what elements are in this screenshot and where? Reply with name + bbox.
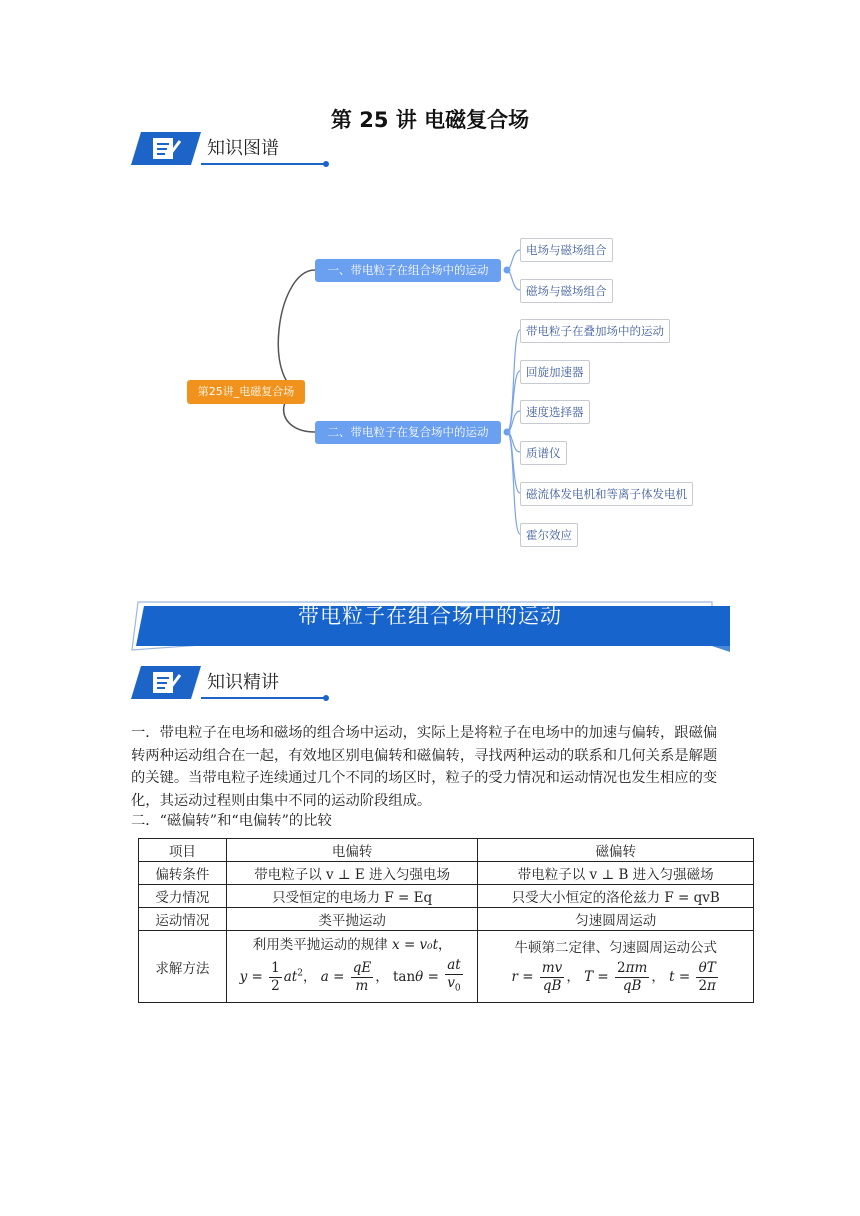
page-title: 第 25 讲 电磁复合场 [330,108,530,132]
equation-group-electric: y = $\frac{1}{2}$ $at^2$， a = $\frac{qE}{m}$ ， tanθ = $\frac{at}{v_0}$ [239,957,461,994]
mindmap-leaf: 磁场与磁场组合 [520,279,613,303]
mindmap-leaf: 带电粒子在叠加场中的运动 [520,319,670,343]
method-text: 利用类平抛运动的规律 [252,937,388,954]
table-header-row [139,839,754,862]
table-row [139,862,754,885]
table-row [139,885,754,908]
section-header-lecture [131,666,331,706]
mindmap-branch-compound-field: 二、带电粒子在复合场中的运动 [315,421,501,444]
mindmap-leaf: 回旋加速器 [520,360,590,384]
table-cell-magnetic: 带电粒子以 v ⊥ B 进入匀强磁场 [478,862,754,885]
table-cell-electric: 带电粒子以 v ⊥ E 进入匀强电场 [226,862,478,885]
comparison-table [138,838,754,1003]
banner-title: 带电粒子在组合场中的运动 [298,604,562,628]
equation-group-magnetic: r = $\frac{mv}{qB}$ ， T = $\frac{2\pi m}{qB}$ ， t = $\frac{\theta T}{2\pi}$ [511,960,716,994]
mindmap-leaf: 电场与磁场组合 [520,238,613,262]
section-header-label: 知识图谱 [207,138,279,159]
table-row-label: 受力情况 [139,885,227,908]
notepad-pen-icon [131,666,201,699]
table-row-label: 偏转条件 [139,862,227,885]
table-row-label: 求解方法 [139,931,227,1003]
mindmap-leaf: 质谱仪 [520,441,567,465]
table-row [139,931,754,1003]
table-header-cell: 项目 [139,839,227,862]
table-header-cell: 电偏转 [226,839,478,862]
mindmap-leaf: 磁流体发电机和等离子体发电机 [520,482,693,506]
table-cell-electric: 只受恒定的电场力 F = Eq [226,885,478,908]
method-text: 牛顿第二定律、匀速圆周运动公式 [514,940,717,956]
equation-x: x = v₀t [392,937,439,954]
table-cell-electric: 类平抛运动 [226,908,478,931]
paragraph-intro: 一．带电粒子在电场和磁场的组合场中运动，实际上是将粒子在电场中的加速与偏转，跟磁偏转两种运动组合在一起，有效地区别电偏转和磁偏转，寻找两种运动的联系和几何关系是解题的关键。当带电粒子连续通过几个不同的场区时，粒子的受力情况和运动情况也发生相应的变化，其运动过程则由集中不同的运动阶段组成。 [131,725,718,809]
mindmap-leaf: 霍尔效应 [520,523,578,547]
mindmap-connectors [0,0,860,600]
paragraph-comparison-heading: 二．“磁偏转”和“电偏转”的比较 [131,813,332,829]
mindmap-leaf: 速度选择器 [520,400,590,424]
table-row-label: 运动情况 [139,908,227,931]
table-cell-electric: 利用类平抛运动的规律 x = v₀t， y = $\frac{1}{2}$ $at^2$， a = $\frac{qE}{m}$ ， tanθ = $\frac{at}{v_0}$ [226,931,478,1003]
table-row [139,908,754,931]
table-cell-magnetic: 匀速圆周运动 [478,908,754,931]
mindmap-branch-combined-field: 一、带电粒子在组合场中的运动 [315,259,501,282]
section-header-label: 知识精讲 [207,672,279,693]
table-cell-magnetic [478,931,754,1003]
table-header-cell: 磁偏转 [478,839,754,862]
table-cell-magnetic: 只受大小恒定的洛伦兹力 F = qvB [478,885,754,908]
section-banner [130,600,730,652]
mindmap-root: 第25讲_电磁复合场 [187,380,305,404]
